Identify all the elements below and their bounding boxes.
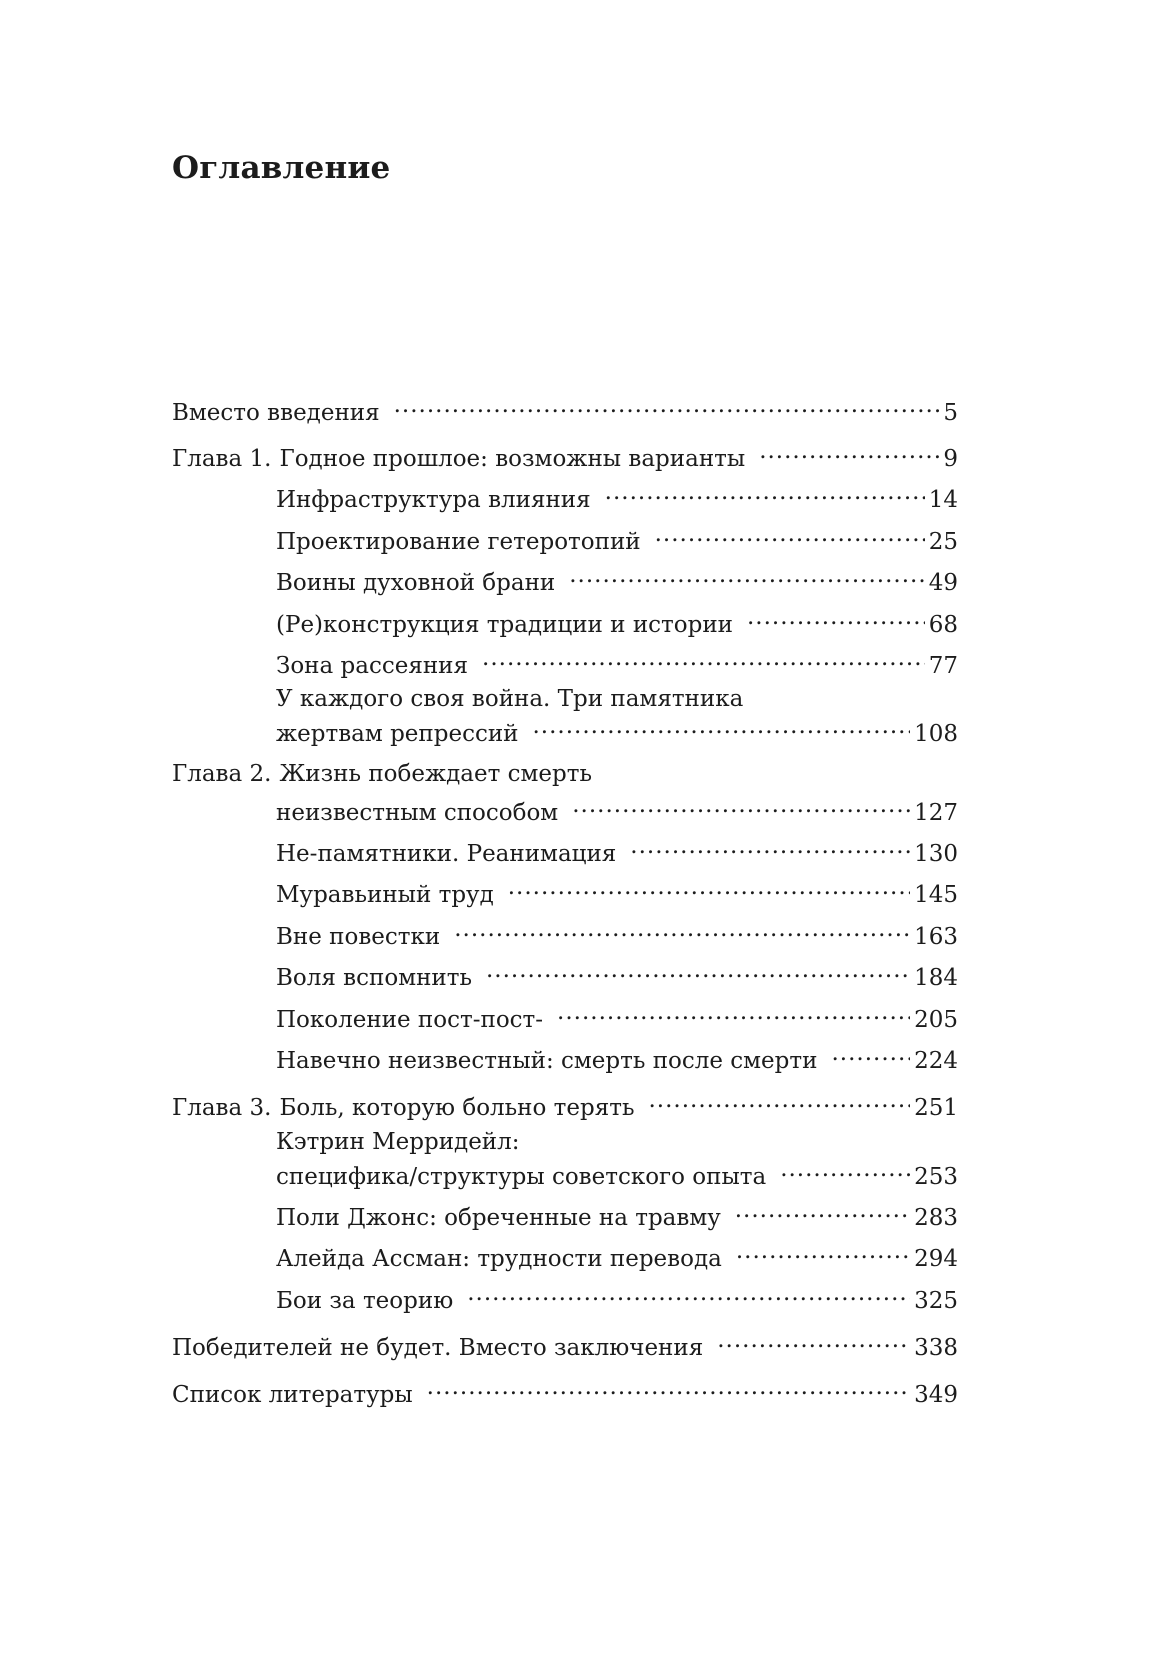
toc-entry-title-line: неизвестным способом: [276, 800, 559, 826]
dot-leader: [747, 602, 925, 632]
dot-leader: [572, 790, 910, 820]
toc-entry-subsection[interactable]: [172, 1038, 958, 1074]
dot-leader: [649, 1085, 911, 1115]
toc-entry-title-line: У каждого своя война. Три памятника: [276, 686, 744, 712]
toc-entry-title: Не-памятники. Реанимация: [276, 841, 617, 867]
toc-entry-title-line: специфика/структуры советского опыта: [276, 1164, 767, 1190]
toc-page-number: 25: [928, 529, 958, 555]
toc-entry-subsection[interactable]: [172, 997, 958, 1033]
toc-entry-title: Инфраструктура влияния: [276, 487, 591, 513]
toc-entry-subsection[interactable]: [172, 643, 958, 679]
toc-entry-title: (Ре)конструкция традиции и истории: [276, 612, 733, 638]
dot-leader: [780, 1154, 910, 1184]
toc-entry-title: Список литературы: [172, 1382, 413, 1408]
dot-leader: [533, 711, 911, 741]
toc-chapter-label: Глава 1.: [172, 446, 272, 472]
dot-leader: [569, 560, 924, 590]
toc-page-number: 349: [914, 1382, 958, 1408]
toc-page-number: 253: [914, 1164, 958, 1190]
dot-leader: [736, 1236, 910, 1266]
toc-entry-title: Бои за теорию: [276, 1288, 454, 1314]
dot-leader: [482, 643, 925, 673]
toc-entry-subsection[interactable]: [172, 1195, 958, 1231]
toc-entry-title: Вне повестки: [276, 924, 441, 950]
toc-page-number: 325: [914, 1288, 958, 1314]
toc-page-number: 145: [914, 882, 958, 908]
dot-leader: [394, 390, 940, 420]
toc-entry-title: Алейда Ассман: трудности перевода: [276, 1246, 722, 1272]
toc-entry-bibliography[interactable]: [172, 1372, 958, 1408]
toc-entry-title-line: жертвам репрессий: [276, 721, 519, 747]
toc-entry-subsection[interactable]: [172, 477, 958, 513]
toc-entry-subsection[interactable]: [172, 872, 958, 908]
dot-leader: [427, 1372, 910, 1402]
toc-entry-title: Поли Джонс: обреченные на травму: [276, 1205, 721, 1231]
toc-entry-conclusion[interactable]: [172, 1325, 958, 1361]
toc-entry-title: Муравьиный труд: [276, 882, 494, 908]
toc-entry-title: Проектирование гетеротопий: [276, 529, 641, 555]
toc-page-number: 77: [928, 653, 958, 679]
dot-leader: [717, 1325, 910, 1355]
toc-entry-subsection[interactable]: [172, 519, 958, 555]
dot-leader: [655, 519, 925, 549]
toc-entry-chapter-3[interactable]: [172, 1085, 958, 1121]
page-title: Оглавление: [172, 150, 391, 186]
toc-entry-title: Воля вспомнить: [276, 965, 472, 991]
toc-entry-title-line: Жизнь побеждает смерть: [279, 761, 593, 787]
toc-entry-chapter-2[interactable]: [172, 759, 958, 826]
toc-entry-subsection[interactable]: [172, 602, 958, 638]
toc-page-number: 224: [914, 1048, 958, 1074]
toc-entry-title: Навечно неизвестный: смерть после смерти: [276, 1048, 818, 1074]
toc-entry-title: Победителей не будет. Вместо заключения: [172, 1335, 704, 1361]
toc-entry-title: Вместо введения: [172, 400, 380, 426]
toc-page-number: 205: [914, 1007, 958, 1033]
dot-leader: [605, 477, 925, 507]
toc-page-number: 49: [928, 570, 958, 596]
toc-page-number: 5: [943, 400, 958, 426]
toc-entry-title: Поколение пост-пост-: [276, 1007, 544, 1033]
toc-chapter-label: Глава 3.: [172, 1095, 272, 1121]
toc-chapter-label: Глава 2.: [172, 761, 272, 787]
toc-page-number: 127: [914, 800, 958, 826]
toc-page-number: 130: [914, 841, 958, 867]
toc-page-number: 108: [914, 721, 958, 747]
dot-leader: [759, 436, 939, 466]
toc-page-number: 163: [914, 924, 958, 950]
dot-leader: [467, 1278, 910, 1308]
toc-page-number: 68: [928, 612, 958, 638]
toc-page-number: 9: [943, 446, 958, 472]
dot-leader: [735, 1195, 910, 1225]
toc-entry-subsection[interactable]: [172, 955, 958, 991]
toc-entry-subsection[interactable]: [172, 684, 958, 747]
toc-page-number: 294: [914, 1246, 958, 1272]
toc-entry-subsection[interactable]: [172, 831, 958, 867]
toc-entry-introduction[interactable]: [172, 390, 958, 426]
toc-entry-subsection[interactable]: [172, 1127, 958, 1190]
dot-leader: [486, 955, 910, 985]
dot-leader: [508, 872, 910, 902]
toc-page-number: 14: [928, 487, 958, 513]
toc-entry-title: Воины духовной брани: [276, 570, 556, 596]
dot-leader: [630, 831, 910, 861]
toc-entry-subsection[interactable]: [172, 914, 958, 950]
toc-entry-subsection[interactable]: [172, 1236, 958, 1272]
toc-entry-title: Зона рассеяния: [276, 653, 469, 679]
toc-page-number: 338: [914, 1335, 958, 1361]
toc-entry-title-line: Кэтрин Мерридейл:: [276, 1129, 520, 1155]
toc-entry-subsection[interactable]: [172, 560, 958, 596]
toc-entry-subsection[interactable]: [172, 1278, 958, 1314]
dot-leader: [831, 1038, 910, 1068]
dot-leader: [454, 914, 910, 944]
toc-entry-chapter-1[interactable]: [172, 436, 958, 472]
toc-entry-title: Боль, которую больно терять: [279, 1095, 635, 1121]
dot-leader: [557, 997, 910, 1027]
toc-page-number: 184: [914, 965, 958, 991]
toc-page-number: 251: [914, 1095, 958, 1121]
toc-page-number: 283: [914, 1205, 958, 1231]
toc-entry-title: Годное прошлое: возможны варианты: [279, 446, 746, 472]
